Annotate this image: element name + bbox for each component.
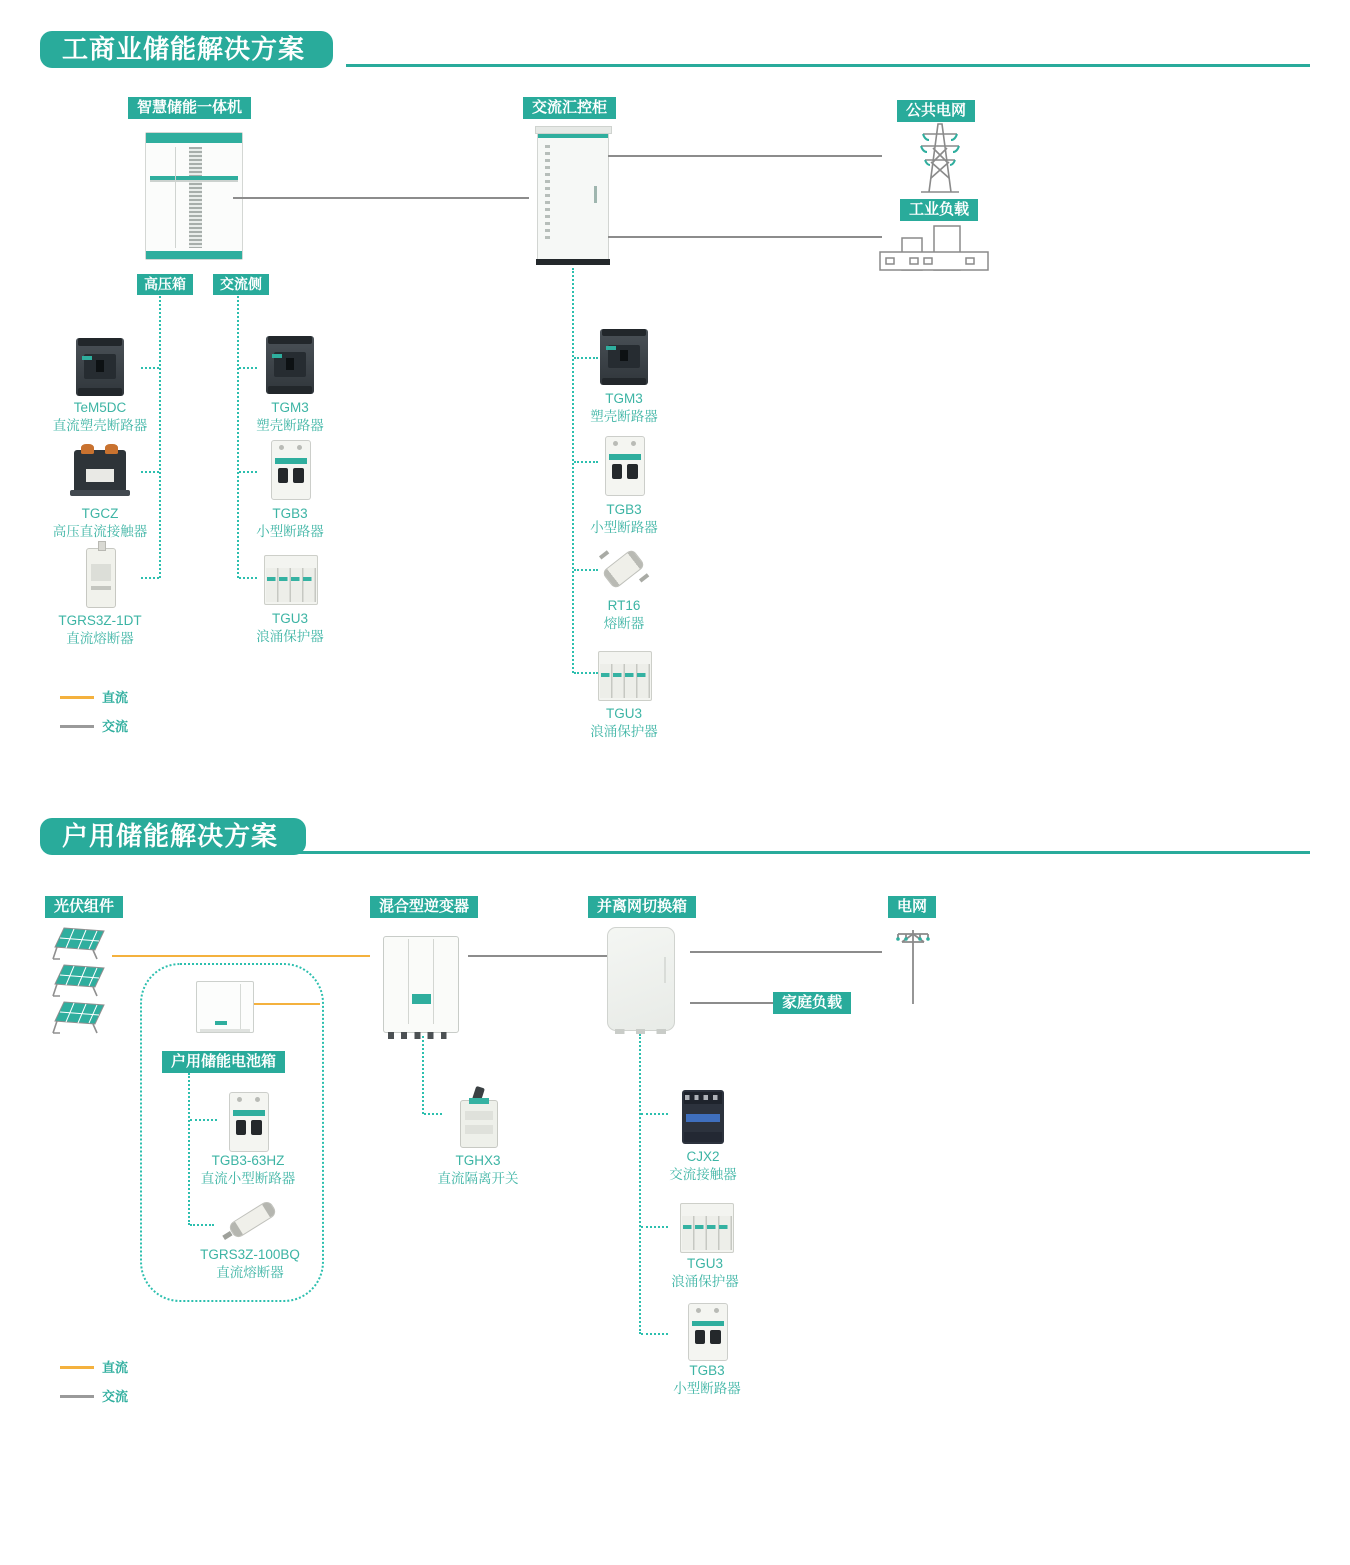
product-name: 交流接触器 bbox=[669, 1167, 737, 1182]
connector-stub bbox=[641, 1333, 668, 1335]
pv-modules-label: 光伏组件 bbox=[45, 896, 123, 918]
rt16-fuse-image bbox=[602, 541, 646, 591]
product-name: 小型断路器 bbox=[673, 1381, 741, 1396]
product-name: 小型断路器 bbox=[256, 524, 324, 539]
product-model: TGB3 bbox=[606, 502, 642, 517]
connector-stub bbox=[574, 672, 598, 674]
product-name: 熔断器 bbox=[603, 616, 645, 631]
legend-ac-label: 交流 bbox=[102, 719, 129, 734]
product-model: TeM5DC bbox=[73, 400, 127, 415]
tgb3-mcb-image bbox=[271, 440, 311, 500]
product-name: 浪涌保护器 bbox=[256, 629, 324, 644]
product-name: 塑壳断路器 bbox=[256, 418, 324, 433]
product-caption bbox=[549, 705, 699, 741]
product-name: 直流熔断器 bbox=[66, 631, 134, 646]
product-caption bbox=[549, 390, 699, 426]
tgb3-mcb-image bbox=[688, 1303, 728, 1361]
ac-line-switchbox-to-homeload bbox=[690, 1002, 773, 1004]
hybrid-inverter-image bbox=[383, 936, 459, 1033]
ac-line-cabinet-to-load bbox=[608, 236, 882, 238]
legend-ac-label: 交流 bbox=[102, 1389, 129, 1404]
product-caption bbox=[630, 1255, 780, 1291]
product-model: CJX2 bbox=[686, 1149, 720, 1164]
tgrs3z-1dt-fuse-image bbox=[86, 548, 116, 608]
connector-stub bbox=[141, 577, 159, 579]
product-caption bbox=[403, 1152, 553, 1188]
connector-stub bbox=[190, 1119, 217, 1121]
section1-title: 工商业储能解决方案 bbox=[40, 31, 333, 68]
hybrid-inverter-label: 混合型逆变器 bbox=[370, 896, 478, 918]
grid-switch-box-image bbox=[607, 927, 675, 1031]
product-caption bbox=[25, 505, 175, 541]
tgu3-spd-image bbox=[598, 651, 652, 701]
home-load-label: 家庭负载 bbox=[773, 992, 851, 1014]
product-caption bbox=[215, 505, 365, 541]
product-name: 高压直流接触器 bbox=[52, 524, 148, 539]
section2-title-rule bbox=[296, 851, 1310, 854]
ac-line-cabinet-to-grid bbox=[608, 155, 882, 157]
tgu3-spd-image bbox=[680, 1203, 734, 1253]
ac-line-inverter-to-switchbox bbox=[468, 955, 607, 957]
product-model: TGRS3Z-100BQ bbox=[200, 1247, 300, 1262]
product-model: RT16 bbox=[607, 598, 641, 613]
connector-stub bbox=[141, 471, 159, 473]
product-name: 小型断路器 bbox=[590, 520, 658, 535]
product-caption bbox=[173, 1152, 323, 1188]
ess-cabinet-image bbox=[145, 132, 243, 260]
product-name: 浪涌保护器 bbox=[671, 1274, 739, 1289]
legend-ac-line bbox=[60, 725, 94, 728]
legend-dc-label: 直流 bbox=[102, 690, 129, 705]
tem5dc-breaker-image bbox=[76, 338, 124, 396]
product-caption bbox=[175, 1246, 325, 1282]
battery-connector-line bbox=[188, 1073, 190, 1225]
tgb3-63hz-mcb-image bbox=[229, 1092, 269, 1152]
product-name: 直流塑壳断路器 bbox=[52, 418, 148, 433]
connector-stub bbox=[141, 367, 159, 369]
ac-line-switchbox-to-grid bbox=[690, 951, 882, 953]
product-name: 直流熔断器 bbox=[216, 1265, 284, 1280]
product-caption bbox=[25, 399, 175, 435]
battery-box-label: 户用储能电池箱 bbox=[162, 1051, 285, 1073]
public-grid-label: 公共电网 bbox=[897, 100, 975, 122]
legend-dc-line bbox=[60, 696, 94, 699]
connector-stub bbox=[574, 357, 598, 359]
product-caption bbox=[215, 399, 365, 435]
transmission-tower-icon bbox=[901, 118, 979, 194]
connector-stub bbox=[239, 471, 257, 473]
tgb3-mcb-image bbox=[605, 436, 645, 496]
tgrs3z-100bq-fuse-image bbox=[224, 1198, 280, 1242]
tgu3-spd-image bbox=[264, 555, 318, 605]
inverter-connector-line bbox=[422, 1036, 424, 1114]
product-model: TGHX3 bbox=[455, 1153, 501, 1168]
section1-title-rule bbox=[346, 64, 1310, 67]
connector-stub bbox=[239, 577, 257, 579]
connector-stub bbox=[574, 461, 598, 463]
legend-dc-label: 直流 bbox=[102, 1360, 129, 1375]
hv-box-label: 高压箱 bbox=[137, 274, 193, 295]
ess-unit-label: 智慧储能一体机 bbox=[128, 97, 251, 119]
tgm3-breaker-image bbox=[600, 329, 648, 385]
product-name: 塑壳断路器 bbox=[590, 409, 658, 424]
product-caption bbox=[628, 1148, 778, 1184]
grid-label: 电网 bbox=[888, 896, 936, 918]
product-model: TGU3 bbox=[271, 611, 308, 626]
product-model: TGM3 bbox=[271, 400, 309, 415]
connector-stub bbox=[239, 367, 257, 369]
dc-line-pv-to-inverter bbox=[112, 955, 370, 957]
product-name: 浪涌保护器 bbox=[590, 724, 658, 739]
connector-stub bbox=[190, 1224, 214, 1226]
cjx2-contactor-image bbox=[682, 1090, 724, 1144]
tgcz-contactor-image bbox=[74, 450, 126, 496]
product-caption bbox=[215, 610, 365, 646]
legend-ac-line bbox=[60, 1395, 94, 1398]
connector-stub bbox=[641, 1226, 668, 1228]
product-caption bbox=[549, 597, 699, 633]
connector-stub bbox=[424, 1113, 442, 1115]
connector-stub bbox=[574, 569, 598, 571]
solar-panel-icon bbox=[48, 926, 108, 1038]
product-model: TGB3-63HZ bbox=[211, 1153, 285, 1168]
factory-building-icon bbox=[876, 222, 992, 274]
tgm3-breaker-image bbox=[266, 336, 314, 394]
product-model: TGU3 bbox=[605, 706, 642, 721]
ac-side-label: 交流侧 bbox=[213, 274, 269, 295]
ac-cabinet-label: 交流汇控柜 bbox=[523, 97, 616, 119]
product-caption bbox=[632, 1362, 782, 1398]
product-model: TGM3 bbox=[605, 391, 643, 406]
switch-box-label: 并离网切换箱 bbox=[588, 896, 696, 918]
product-model: TGB3 bbox=[689, 1363, 725, 1378]
product-model: TGB3 bbox=[272, 506, 308, 521]
ac-line-ess-to-cabinet bbox=[233, 197, 529, 199]
legend-dc-line bbox=[60, 1366, 94, 1369]
product-caption bbox=[549, 501, 699, 537]
product-name: 直流隔离开关 bbox=[437, 1171, 519, 1186]
industrial-load-label: 工业负载 bbox=[900, 199, 978, 221]
utility-pole-icon bbox=[892, 920, 934, 1006]
tghx3-isolator-image bbox=[460, 1100, 498, 1148]
connector-stub bbox=[641, 1113, 668, 1115]
battery-box-image bbox=[196, 981, 254, 1033]
product-name: 直流小型断路器 bbox=[200, 1171, 296, 1186]
section2-title: 户用储能解决方案 bbox=[40, 818, 306, 855]
product-model: TGCZ bbox=[81, 506, 119, 521]
ac-combiner-cabinet-image bbox=[537, 128, 609, 265]
product-model: TGU3 bbox=[686, 1256, 723, 1271]
product-model: TGRS3Z-1DT bbox=[58, 613, 142, 628]
product-caption bbox=[25, 612, 175, 648]
